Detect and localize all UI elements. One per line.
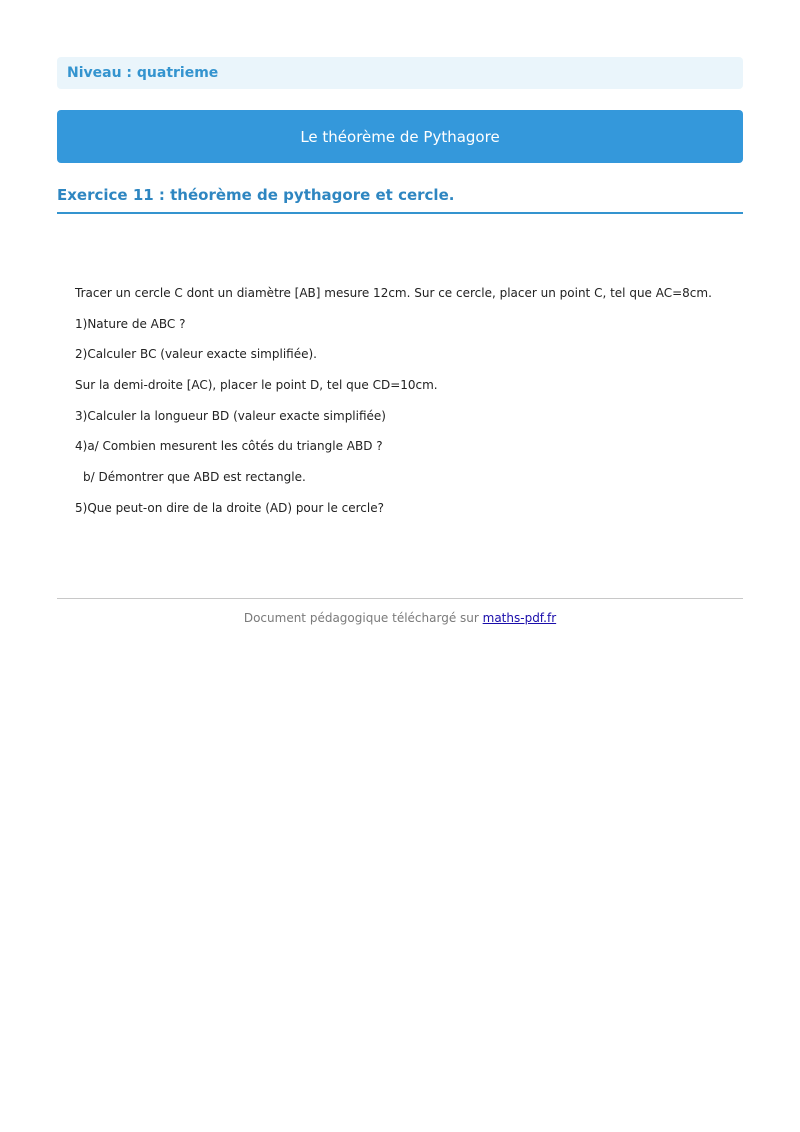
construction-step: Sur la demi-droite [AC), placer le point D, tel que CD=10cm. <box>75 378 438 393</box>
footer-text: Document pédagogique téléchargé sur <box>243 611 483 625</box>
exercise-title: Exercice 11 : théorème de pythagore et cercle. <box>57 186 455 204</box>
level-banner <box>57 57 743 89</box>
footer-divider <box>57 598 743 599</box>
footer <box>57 609 743 627</box>
question-3: 3)Calculer la longueur BD (valeur exacte simplifiée) <box>75 408 386 423</box>
question-5: 5)Que peut-on dire de la droite (AD) pour le cercle? <box>75 500 384 515</box>
question-1: 1)Nature de ABC ? <box>75 316 186 331</box>
exercise-statement <box>75 282 735 528</box>
question-2: 2)Calculer BC (valeur exacte simplifiée). <box>75 347 317 362</box>
level-label: Niveau : quatrieme <box>67 65 219 81</box>
footer-link[interactable]: maths-pdf.fr <box>482 611 557 625</box>
question-4b: b/ Démontrer que ABD est rectangle. <box>83 470 306 485</box>
question-4a: 4)a/ Combien mesurent les côtés du triangle ABD ? <box>75 439 383 454</box>
exercise-heading <box>57 184 743 214</box>
exercise-intro: Tracer un cercle C dont un diamètre [AB] mesure 12cm. Sur ce cercle, placer un point C, tel que AC=8cm. <box>75 286 712 300</box>
chapter-title-bar <box>57 110 743 163</box>
chapter-title: Le théorème de Pythagore <box>300 127 500 146</box>
